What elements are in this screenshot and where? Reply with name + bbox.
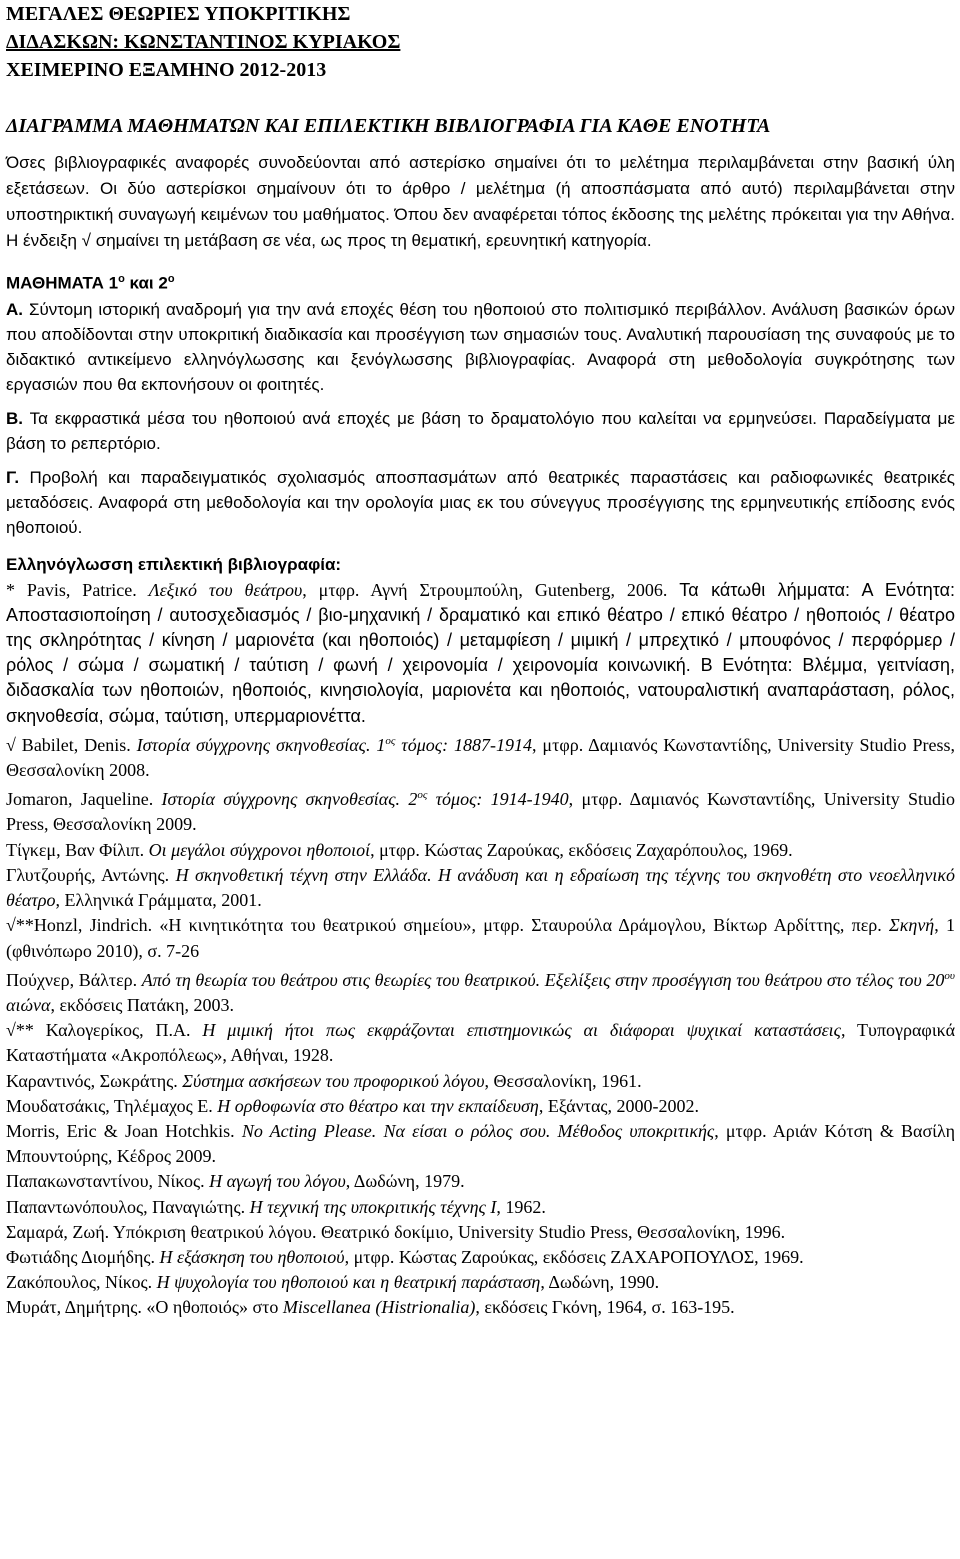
bib-title: Η μιμική ήτοι πως εκφράζονται επιστημονικώς αι διάφοραι ψυχικαί καταστάσεις — [202, 1020, 841, 1041]
section-a — [6, 297, 955, 397]
bib-title: Miscellanea (Histrionalia) — [282, 1297, 476, 1318]
bib-entry-pavis — [6, 578, 955, 729]
bib-author: Μυράτ, Δημήτρης. «Ο ηθοποιός» στο — [6, 1297, 283, 1318]
bib-author: Γλυτζουρής, Αντώνης. — [6, 864, 176, 885]
bib-title-sup: ος — [417, 789, 428, 802]
bib-entries-list: Τα κάτωθι λήμματα: Α Ενότητα: Αποστασιοποίηση / αυτοσχεδιασμός / βιο-μηχανική / δραματικό και επικό θέατρο / επικό θέατρο / ηθοποιός / θέατρο της σκληρότητας / κίνηση / μαριονέτα (και ηθοποιός) / μεταμφίεση / μιμική / μπρεχτικό / μπουφόνος / περφόρμερ / ρόλος / σώμα / σωματική / ταύτιση / φωνή / χειρονομία / χειρονομία κοινωνική. Β Ενότητα: Βλέμμα, γειτνίαση, διδασκαλία των ηθοποιών, ηθοποιός, κινησιολογία, μαριονέτα και ηθοποιός, νατουραλιστική αναπαράσταση, ρόλος, σκηνοθεσία, σώμα, ταύτιση, υπερμαριονέττα. — [6, 579, 956, 726]
bib-title: Ιστορία σύγχρονης σκηνοθεσίας. 1 — [136, 734, 386, 755]
bib-title: Από τη θεωρία του θεάτρου στις θεωρίες του θεατρικού. Εξελίξεις στην προσέγγιση του θεάτρου στο τέλος του 20 — [141, 969, 945, 990]
bib-entry-jomaron — [6, 783, 955, 837]
lessons-heading — [6, 266, 955, 297]
intro-paragraph: Όσες βιβλιογραφικές αναφορές συνοδεύονται από αστερίσκο σημαίνει ότι το μελέτημα περιλαμβάνεται στην βασική ύλη εξετάσεων. Οι δύο αστερίσκοι σημαίνουν ότι το άρθρο / μελέτημα (ή αποσπάσματα από αυτό) περιλαμβάνεται στην υποστηρικτική συναγωγή κειμένων του μαθήματος. Όπου δεν αναφέρεται τόπος έκδοσης της μελέτης πρόκειται για την Αθήνα. Η ένδειξη √ σημαίνει τη μετάβαση σε νέα, ως προς τη θεματική, ερευνητική κατηγορία. — [6, 153, 955, 250]
bib-entry-zakopoulos — [6, 1270, 955, 1295]
bib-title: Σκηνή — [889, 915, 935, 936]
section-b — [6, 406, 955, 456]
bib-author: Πούχνερ, Βάλτερ. — [6, 969, 142, 990]
bib-title: Η τεχνική της υποκριτικής τέχνης Ι — [249, 1196, 497, 1217]
bib-details: , Δωδώνη, 1979. — [345, 1171, 465, 1192]
bib-details: , μτφρ. Δαμιανός Κωνσταντίδης, University Studio Press, Θεσσαλονίκη 2009. — [6, 789, 955, 835]
semester-line: ΧΕΙΜΕΡΙΝΟ ΕΞΑΜΗΝΟ 2012-2013 — [6, 59, 327, 81]
bib-title: Η αγωγή του λόγου — [209, 1171, 346, 1192]
section-b-text: Τα εκφραστικά μέσα του ηθοποιού ανά εποχές με βάση το δραματολόγιο που καλείται να ερμηνεύσει. Παραδείγματα με βάση το ρεπερτόριο. — [6, 408, 955, 453]
bib-author: Τίγκεμ, Βαν Φίλιπ. — [6, 839, 149, 860]
bib-title: Ιστορία σύγχρονης σκηνοθεσίας. 2 — [161, 789, 418, 810]
bib-entry-papantonopoulos — [6, 1195, 955, 1220]
section-c-text: Προβολή και παραδειγματικός σχολιασμός αποσπασμάτων από θεατρικές παραστάσεις και ραδιοφωνικές θεατρικές μεταδόσεις. Αναφορά στη μεθοδολογία και την ορολογία μιας εκ του σύνεγγυς προσέγγισης της ερμηνευτικής επίδοσης ενός ηθοποιού. — [6, 467, 955, 537]
bib-entry-papakonstantinou — [6, 1169, 955, 1194]
document-page — [6, 0, 955, 1321]
bib-details: , μτφρ. Δαμιανός Κωνσταντίδης, University Studio Press, Θεσσαλονίκη 2008. — [6, 734, 955, 781]
bib-author: Ζακόπουλος, Νίκος. — [6, 1272, 157, 1293]
lessons-heading-sup2: ο — [167, 273, 175, 285]
bib-entry-babilet — [6, 729, 955, 783]
bib-author: √** Καλογερίκος, Π.Α. — [6, 1020, 203, 1041]
bib-details: , Τυπογραφικά Καταστήματα «Ακροπόλεως», Αθήναι, 1928. — [6, 1020, 955, 1066]
bib-details: , μτφρ. Κώστας Ζαρούκας, εκδόσεις Ζαχαρόπουλος, 1969. — [370, 839, 793, 860]
bib-details: , Ελληνικά Γράμματα, 2001. — [55, 890, 262, 911]
section-a-label: Α. — [6, 299, 23, 319]
bib-title: Η ορθοφωνία στο θέατρο και την εκπαίδευση — [217, 1095, 539, 1116]
bib-details: , Θεσσαλονίκη, 1961. — [484, 1070, 642, 1091]
bib-title: Η εξάσκηση του ηθοποιού — [159, 1246, 345, 1267]
section-c — [6, 465, 955, 540]
lessons-heading-sup1: ο — [118, 273, 125, 285]
bib-details: , εκδόσεις Πατάκη, 2003. — [50, 994, 234, 1015]
bib-entry-karantinos — [6, 1069, 955, 1094]
bib-title-cont: τόμος: 1914-1940 — [427, 789, 569, 810]
bib-title: Η σκηνοθετική τέχνη στην Ελλάδα. Η ανάδυση και η εδραίωση της τέχνης του σκηνοθέτη στο νεοελληνικό θέατρο — [6, 864, 955, 911]
bib-title-cont: αιώνα — [6, 994, 51, 1015]
lessons-heading-mid: και 2 — [124, 273, 168, 293]
bib-author: Παπακωνσταντίνου, Νίκος. — [6, 1171, 210, 1192]
document-title: ΔΙΑΓΡΑΜΜΑ ΜΑΘΗΜΑΤΩΝ ΚΑΙ ΕΠΙΛΕΚΤΙΚΗ ΒΙΒΛΙΟΓΡΑΦΙΑ ΓΙΑ ΚΑΘΕ ΕΝΟΤΗΤΑ — [6, 115, 771, 137]
bib-title-cont: τόμος: 1887-1914 — [395, 734, 532, 755]
bib-author: Morris, Eric & Joan Hotchkis. — [6, 1120, 242, 1141]
bib-author: Καραντινός, Σωκράτης. — [6, 1070, 183, 1091]
bib-title-sup: ου — [944, 969, 955, 982]
bib-details: , Δωδώνη, 1990. — [540, 1272, 660, 1293]
bib-author: Μουδατσάκις, Τηλέμαχος Ε. — [6, 1095, 218, 1116]
section-c-label: Γ. — [6, 467, 20, 487]
bib-title: No Acting Please. Να είσαι ο ρόλος σου. Μέθοδος υποκριτικής — [241, 1120, 715, 1141]
section-b-label: Β. — [6, 408, 23, 428]
bib-title: Λεξικό του θεάτρου — [148, 579, 303, 600]
bib-details: , μτφρ. Κώστας Ζαρούκας, εκδόσεις ΖΑΧΑΡΟΠΟΥΛΟΣ, 1969. — [344, 1246, 804, 1267]
bib-author: √**Honzl, Jindrich. «Η κινητικότητα του θεατρικού σημείου», μτφρ. Σταυρούλα Δράμογλου, Βίκτωρ Αρδίττης, περ. — [6, 915, 890, 936]
bib-entry-samara — [6, 1220, 955, 1245]
bib-entry-honzl — [6, 913, 955, 963]
bib-details: , Εξάντας, 2000-2002. — [538, 1095, 700, 1116]
bib-author: * Pavis, Patrice. — [6, 579, 149, 600]
bib-entry-myrat — [6, 1295, 955, 1320]
section-a-text: Σύντομη ιστορική αναδρομή για την ανά εποχές θέση του ηθοποιού στο πολιτισμικό περιβάλλον. Ανάλυση βασικών όρων που αποδίδονται στην υποκριτική διαδικασία και προσέγγιση των σημασιών τους. Αναλυτική παρουσίαση της συναφούς με το διδακτικό αντικείμενο ελληνόγλωσσης και ξενόγλωσσης βιβλιογραφίας. Αναφορά στη μεθοδολογία συγκρότησης των εργασιών που θα εκπονήσουν οι φοιτητές. — [6, 299, 955, 394]
bib-author: √ Babilet, Denis. — [6, 734, 137, 755]
bib-author: Jomaron, Jaqueline. — [6, 789, 162, 810]
bib-entry-fotiadis — [6, 1245, 955, 1270]
bib-entry-morris — [6, 1119, 955, 1169]
bib-title: Οι μεγάλοι σύγχρονοι ηθοποιοί — [148, 839, 371, 860]
bib-entry-kalogerikos — [6, 1018, 955, 1068]
bib-entry-moudatsakis — [6, 1094, 955, 1119]
bib-entry-tigkem — [6, 838, 955, 863]
instructor-text: ΔΙΔΑΣΚΩΝ: ΚΩΝΣΤΑΝΤΙΝΟΣ ΚΥΡΙΑΚΟΣ — [6, 31, 401, 53]
bibliography-heading: Ελληνόγλωσση επιλεκτική βιβλιογραφία: — [6, 554, 342, 574]
bib-title-sup: ος — [385, 734, 396, 747]
bib-author: Φωτιάδης Διομήδης. — [6, 1246, 160, 1267]
bib-title: Η ψυχολογία του ηθοποιού και η θεατρική παράσταση — [156, 1272, 541, 1293]
course-title: ΜΕΓΑΛΕΣ ΘΕΩΡΙΕΣ ΥΠΟΚΡΙΤΙΚΗΣ — [6, 3, 351, 25]
bib-full: Σαμαρά, Ζωή. Υπόκριση θεατρικού λόγου. Θεατρικό δοκίμιο, University Studio Press, Θεσσαλονίκη, 1996. — [6, 1221, 786, 1242]
instructor-line — [6, 28, 955, 56]
bib-details: , μτφρ. Αριάν Κότση & Βασίλη Μπουντούρης, Κέδρος 2009. — [6, 1120, 956, 1167]
bib-details: , 1 (φθινόπωρο 2010), σ. 7-26 — [6, 915, 956, 961]
lessons-heading-text: ΜΑΘΗΜΑΤΑ 1 — [6, 273, 119, 293]
bib-title: Σύστημα ασκήσεων του προφορικού λόγου — [182, 1070, 485, 1091]
bib-entry-glytzouris — [6, 863, 955, 913]
bib-details: , μτφρ. Αγνή Στρουμπούλη, Gutenberg, 2006. — [302, 579, 680, 600]
bib-author: Παπαντωνόπουλος, Παναγιώτης. — [6, 1196, 250, 1217]
bib-details: , 1962. — [496, 1196, 546, 1217]
bib-details: , εκδόσεις Γκόνη, 1964, σ. 163-195. — [475, 1297, 735, 1318]
bib-entry-puchner — [6, 964, 955, 1018]
